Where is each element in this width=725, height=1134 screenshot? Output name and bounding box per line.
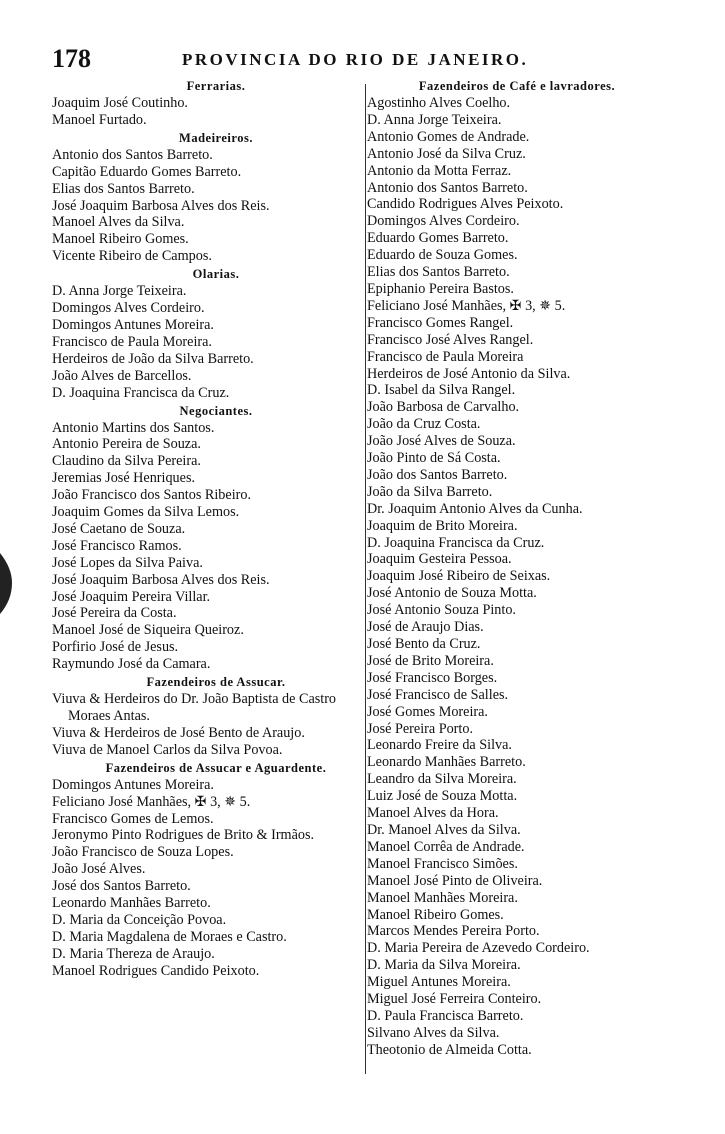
list-item: D. Anna Jorge Teixeira. xyxy=(367,111,502,128)
list-item: Antonio Martins dos Santos. xyxy=(52,419,215,436)
list-item: D. Maria Thereza de Araujo. xyxy=(52,945,215,962)
list-item: Dr. Joaquim Antonio Alves da Cunha. xyxy=(367,500,583,517)
list-item: D. Anna Jorge Teixeira. xyxy=(52,283,187,300)
list-item: José Lopes da Silva Paiva. xyxy=(52,554,203,571)
list-item: D. Maria Magdalena de Moraes e Castro. xyxy=(52,928,287,945)
list-item: José Bento da Cruz. xyxy=(367,636,481,652)
section-list xyxy=(52,283,380,401)
page-header xyxy=(52,44,672,74)
right-column xyxy=(367,78,667,1060)
list-item: José Antonio de Souza Motta. xyxy=(367,585,537,602)
list-item: Manoel Manhães Moreira. xyxy=(367,889,518,906)
list-item: Elias dos Santos Barreto. xyxy=(367,264,510,281)
list-item: Marcos Mendes Pereira Porto. xyxy=(367,923,540,940)
list-item: Manoel Ribeiro Gomes. xyxy=(52,231,189,248)
list-item: Joaquim José Coutinho. xyxy=(52,95,188,111)
list-item: Agostinho Alves Coelho. xyxy=(367,95,511,111)
list-item: José Joaquim Barbosa Alves dos Reis. xyxy=(52,197,270,214)
list-item: Francisco José Alves Rangel. xyxy=(367,331,534,348)
list-item: Manoel Francisco Simões. xyxy=(367,855,518,872)
list-item: Manoel Furtado. xyxy=(52,111,147,128)
section-list xyxy=(52,95,380,129)
list-item: D. Paula Francisca Barreto. xyxy=(367,1007,524,1024)
list-item: D. Maria da Conceição Povoa. xyxy=(52,911,227,928)
list-item: João da Cruz Costa. xyxy=(367,416,481,433)
list-item: Manoel Ribeiro Gomes. xyxy=(367,906,504,923)
list-item: D. Isabel da Silva Rangel. xyxy=(367,382,516,399)
list-item: Miguel Antunes Moreira. xyxy=(367,974,511,991)
list-item: Antonio dos Santos Barreto. xyxy=(367,179,528,196)
list-item: D. Maria da Silva Moreira. xyxy=(367,957,521,974)
list-item: Manoel Alves da Hora. xyxy=(367,805,499,822)
list-item: Domingos Alves Cordeiro. xyxy=(52,300,205,317)
list-item: Jeremias José Henriques. xyxy=(52,470,196,487)
list-item: Domingos Antunes Moreira. xyxy=(52,776,214,793)
section-list xyxy=(367,95,667,1059)
list-item: Joaquim Gomes da Silva Lemos. xyxy=(52,504,240,521)
list-item: José de Brito Moreira. xyxy=(367,652,494,669)
list-item: Epiphanio Pereira Bastos. xyxy=(367,280,514,297)
list-item: José Antonio Souza Pinto. xyxy=(367,602,516,619)
list-item: D. Maria Pereira de Azevedo Cordeiro. xyxy=(367,940,590,957)
list-item: Porfirio José de Jesus. xyxy=(52,639,179,656)
list-item: Theotonio de Almeida Cotta. xyxy=(367,1041,532,1058)
list-item: Antonio Pereira de Souza. xyxy=(52,436,201,453)
list-item: Eduardo de Souza Gomes. xyxy=(367,247,518,264)
section-list xyxy=(52,420,380,674)
page-number: 178 xyxy=(52,44,91,73)
list-item: José Pereira Porto. xyxy=(367,720,473,737)
list-item: João José Alves de Souza. xyxy=(367,433,516,450)
list-item: Candido Rodrigues Alves Peixoto. xyxy=(367,196,564,213)
list-item: Manoel José de Siqueira Queiroz. xyxy=(52,622,244,639)
list-item: José Francisco de Salles. xyxy=(367,686,509,703)
section-title-fazendeiros-de-assucar-e-aguardente: Fazendeiros de Assucar e Aguardente. xyxy=(105,760,327,775)
list-item: João Alves de Barcellos. xyxy=(52,367,192,384)
list-item: João Pinto de Sá Costa. xyxy=(367,450,501,467)
running-title: PROVINCIA DO RIO DE JANEIRO. xyxy=(182,50,529,69)
list-item: Joaquim de Brito Moreira. xyxy=(367,517,518,534)
list-item: Manoel José Pinto de Oliveira. xyxy=(367,872,543,889)
list-item: João Barbosa de Carvalho. xyxy=(367,399,520,416)
section-title-ferrarias: Ferrarias. xyxy=(186,79,246,93)
list-item: D. Joaquina Francisca da Cruz. xyxy=(52,384,230,401)
list-item: Leonardo Manhães Barreto. xyxy=(367,754,526,771)
left-column xyxy=(52,78,380,981)
list-item: Feliciano José Manhães, ✠ 3, ✵ 5. xyxy=(52,793,251,810)
list-item: João Francisco dos Santos Ribeiro. xyxy=(52,487,251,504)
list-item: José Caetano de Souza. xyxy=(52,520,186,537)
list-item: Viuva & Herdeiros de José Bento de Araujo. xyxy=(52,724,305,741)
column-divider xyxy=(365,84,366,1074)
list-item: Claudino da Silva Pereira. xyxy=(52,453,201,470)
list-item: Joaquim Gesteira Pessoa. xyxy=(367,551,512,568)
list-item: Joaquim José Ribeiro de Seixas. xyxy=(367,568,551,585)
list-item: Jeronymo Pinto Rodrigues de Brito & Irmãos. xyxy=(52,827,315,844)
list-item: Herdeiros de José Antonio da Silva. xyxy=(367,365,571,382)
list-item: Dr. Manoel Alves da Silva. xyxy=(367,821,521,838)
list-item: Antonio Gomes de Andrade. xyxy=(367,128,530,145)
list-item: João Francisco de Souza Lopes. xyxy=(52,844,234,861)
list-item: Domingos Antunes Moreira. xyxy=(52,316,214,333)
list-item: Manoel Corrêa de Andrade. xyxy=(367,838,525,855)
list-item: Antonio da Motta Ferraz. xyxy=(367,162,512,179)
list-item: Raymundo José da Camara. xyxy=(52,656,211,673)
list-item: Manoel Rodrigues Candido Peixoto. xyxy=(52,962,260,979)
section-list xyxy=(52,691,380,759)
list-item: Domingos Alves Cordeiro. xyxy=(367,213,520,230)
list-item: Feliciano José Manhães, ✠ 3, ✵ 5. xyxy=(367,297,566,314)
section-title-fazendeiros-de-assucar: Fazendeiros de Assucar. xyxy=(146,675,286,690)
list-item: Luiz José de Souza Motta. xyxy=(367,788,518,805)
list-item: Viuva de Manoel Carlos da Silva Povoa. xyxy=(52,741,283,758)
list-item: José Joaquim Pereira Villar. xyxy=(52,588,211,605)
list-item: Capitão Eduardo Gomes Barreto. xyxy=(52,163,242,180)
list-item: Manoel Alves da Silva. xyxy=(52,214,185,231)
list-item: José Francisco Ramos. xyxy=(52,537,182,554)
list-item: Viuva & Herdeiros do Dr. João Baptista de Castro Moraes Antas. xyxy=(52,691,337,724)
list-item: Eduardo Gomes Barreto. xyxy=(367,230,509,247)
list-item: José de Araujo Dias. xyxy=(367,619,484,636)
list-item: Francisco de Paula Moreira. xyxy=(52,333,212,350)
list-item: José Francisco Borges. xyxy=(367,669,498,686)
list-item: Leonardo Manhães Barreto. xyxy=(52,895,211,912)
list-item: José dos Santos Barreto. xyxy=(52,878,191,895)
list-item: Miguel José Ferreira Conteiro. xyxy=(367,991,542,1008)
list-item: D. Joaquina Francisca da Cruz. xyxy=(367,534,545,551)
list-item: Elias dos Santos Barreto. xyxy=(52,180,195,197)
section-list xyxy=(52,147,380,265)
section-title-madeireiros: Madeireiros. xyxy=(179,130,253,145)
list-item: Silvano Alves da Silva. xyxy=(367,1024,500,1041)
list-item: Herdeiros de João da Silva Barreto. xyxy=(52,350,254,367)
list-item: José Pereira da Costa. xyxy=(52,605,177,622)
section-title-fazendeiros-de-cafe-e-lavradores: Fazendeiros de Café e lavradores. xyxy=(418,79,616,93)
list-item: Leandro da Silva Moreira. xyxy=(367,771,517,788)
list-item: João da Silva Barreto. xyxy=(367,483,493,500)
ink-blot xyxy=(0,548,14,618)
list-item: João dos Santos Barreto. xyxy=(367,466,508,483)
section-list xyxy=(52,777,380,980)
section-title-negociantes: Negociantes. xyxy=(179,403,253,418)
list-item: Vicente Ribeiro de Campos. xyxy=(52,248,212,265)
list-item: Antonio dos Santos Barreto. xyxy=(52,146,213,163)
list-item: João José Alves. xyxy=(52,861,146,878)
list-item: José Gomes Moreira. xyxy=(367,703,488,720)
list-item: Leonardo Freire da Silva. xyxy=(367,737,512,754)
list-item: Antonio José da Silva Cruz. xyxy=(367,145,526,162)
list-item: Francisco Gomes Rangel. xyxy=(367,314,514,331)
list-item: Francisco Gomes de Lemos. xyxy=(52,810,214,827)
list-item: José Joaquim Barbosa Alves dos Reis. xyxy=(52,571,270,588)
list-item: Francisco de Paula Moreira xyxy=(367,348,524,365)
section-title-olarias: Olarias. xyxy=(192,267,240,282)
